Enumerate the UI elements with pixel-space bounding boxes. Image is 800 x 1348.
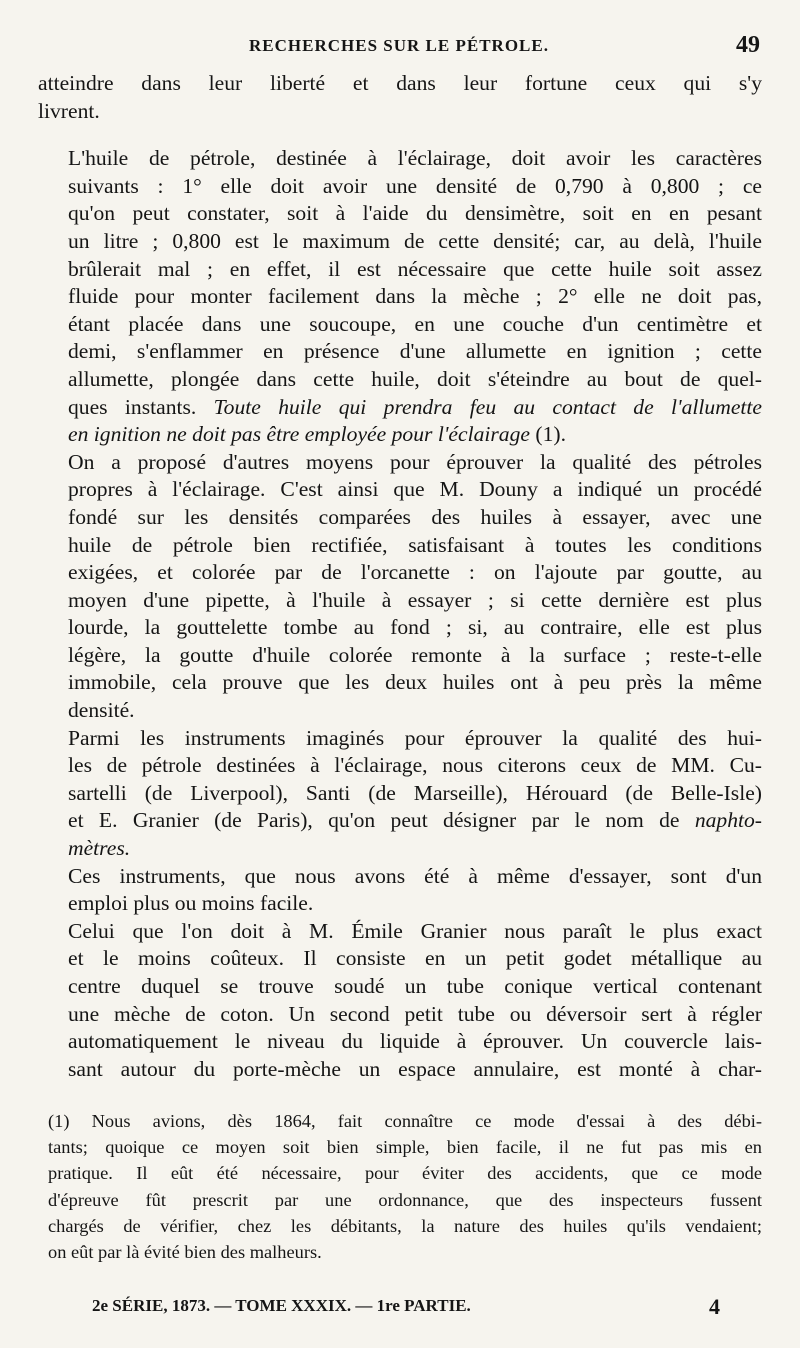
text-line: propres à l'éclairage. C'est ainsi que M. Douny a indiqué un procédé bbox=[68, 477, 762, 502]
text-line: et le moins coûteux. Il consiste en un petit godet métallique au bbox=[68, 946, 762, 971]
paragraph bbox=[38, 918, 762, 1084]
page-footer bbox=[92, 1296, 720, 1322]
italic-sentence: Toute huile qui prendra feu au contact de l'allumette bbox=[213, 394, 762, 419]
text-line: qu'on peut constater, soit à l'aide du densimètre, soit en en pesant bbox=[68, 201, 762, 226]
body-text bbox=[38, 70, 762, 1083]
text-line: centre duquel se trouve soudé un tube conique vertical contenant bbox=[68, 974, 762, 998]
text-line: légère, la goutte d'huile colorée remonte à la surface ; reste-t-elle bbox=[68, 642, 762, 667]
text-line: une mèche de coton. Un second petit tube ou déversoir sert à régler bbox=[68, 1001, 762, 1026]
text-line: sant autour du porte-mèche un espace annulaire, est monté à char- bbox=[68, 1056, 762, 1081]
text-line: lourde, la gouttelette tombe au fond ; si, au contraire, elle est plus bbox=[68, 615, 762, 640]
paragraph bbox=[38, 449, 762, 725]
italic-sentence: en ignition ne doit pas être employée pour l'éclairage bbox=[68, 422, 530, 447]
footnote bbox=[48, 1108, 762, 1265]
text-line: Parmi les instruments imaginés pour éprouver la qualité des hui- bbox=[68, 725, 762, 750]
paragraph bbox=[38, 70, 762, 125]
text-line: Ces instruments, que nous avons été à même d'essayer, sont d'un bbox=[68, 863, 762, 888]
text-line: immobile, cela prouve que les deux huiles ont à peu près la même bbox=[68, 670, 762, 695]
text-line: exigées, et colorée par de l'orcanette : on l'ajoute par goutte, au bbox=[68, 560, 762, 585]
text-line: moyen d'une pipette, à l'huile à essayer ; si cette dernière est plus bbox=[68, 587, 762, 612]
footnote-line: on eût par là évité bien des malheurs. bbox=[48, 1242, 322, 1263]
footnote-line: chargés de vérifier, chez les débitants, la nature des huiles qu'ils vendaient; bbox=[48, 1215, 762, 1236]
text-line bbox=[38, 807, 762, 835]
text-line: les de pétrole destinées à l'éclairage, nous citerons ceux de MM. Cu- bbox=[68, 753, 762, 778]
text-line: automatiquement le niveau du liquide à éprouver. Un couvercle lais- bbox=[68, 1029, 762, 1054]
running-title: RECHERCHES SUR LE PÉTROLE. bbox=[249, 36, 549, 55]
footnote-line: (1) Nous avions, dès 1864, fait connaître ce mode d'essai à des débi- bbox=[48, 1111, 762, 1131]
paragraph bbox=[38, 725, 762, 863]
text-line: L'huile de pétrole, destinée à l'éclairage, doit avoir les caractères bbox=[68, 146, 762, 171]
page-header bbox=[38, 32, 760, 66]
paragraph bbox=[38, 863, 762, 918]
footnote-line: tants; quoique ce moyen soit bien simple, bien facile, il ne fut pas mis en bbox=[48, 1137, 762, 1158]
text-line: brûlerait mal ; en effet, il est nécessaire que cette huile soit assez bbox=[68, 256, 762, 281]
text-line: allumette, plongée dans cette huile, doit s'éteindre au bout de quel- bbox=[68, 366, 762, 391]
text-line: un litre ; 0,800 est le maximum de cette densité; car, au delà, l'huile bbox=[68, 228, 762, 253]
text-line bbox=[38, 394, 762, 422]
footnote-reference[interactable]: (1). bbox=[535, 422, 566, 447]
text-line: emploi plus ou moins facile. bbox=[68, 891, 314, 916]
text-line: livrent. bbox=[38, 98, 100, 123]
text-line: étant placée dans une soucoupe, en une couche d'un centimètre et bbox=[68, 311, 762, 336]
text-line: sartelli (de Liverpool), Santi (de Marseille), Hérouard (de Belle-Isle) bbox=[68, 780, 762, 805]
signature-mark: 4 bbox=[709, 1294, 720, 1319]
text-line: On a proposé d'autres moyens pour éprouver la qualité des pétroles bbox=[68, 449, 762, 474]
footnote-line: pratique. Il eût été nécessaire, pour éviter des accidents, que ce mode bbox=[48, 1163, 762, 1184]
text-fragment: ques instants. bbox=[68, 394, 197, 419]
italic-term: naphto- bbox=[694, 808, 762, 833]
page-number: 49 bbox=[736, 32, 760, 58]
text-line: Celui que l'on doit à M. Émile Granier nous paraît le plus exact bbox=[68, 918, 762, 943]
series-imprint: 2e SÉRIE, 1873. — TOME XXXIX. — 1re PARTIE. bbox=[92, 1296, 471, 1315]
text-line: huile de pétrole bien rectifiée, satisfaisant à toutes les conditions bbox=[68, 532, 762, 557]
italic-term: mètres. bbox=[68, 836, 131, 861]
text-line bbox=[38, 835, 762, 863]
text-line: suivants : 1° elle doit avoir une densité de 0,790 à 0,800 ; ce bbox=[68, 173, 762, 198]
text-line: fondé sur les densités comparées des huiles à essayer, avec une bbox=[68, 504, 762, 529]
text-line: fluide pour monter facilement dans la mèche ; 2° elle ne doit pas, bbox=[68, 284, 762, 309]
text-line: densité. bbox=[68, 698, 135, 723]
text-fragment: et E. Granier (de Paris), qu'on peut désigner par le nom de bbox=[68, 808, 680, 833]
footnote-line: d'épreuve fût prescrit par une ordonnance, que des inspecteurs fussent bbox=[48, 1189, 762, 1210]
text-line: atteindre dans leur liberté et dans leur fortune ceux qui s'y bbox=[38, 71, 762, 95]
text-line bbox=[38, 421, 762, 449]
paragraph bbox=[38, 145, 762, 449]
text-line: demi, s'enflammer en présence d'une allumette en ignition ; cette bbox=[68, 339, 762, 364]
